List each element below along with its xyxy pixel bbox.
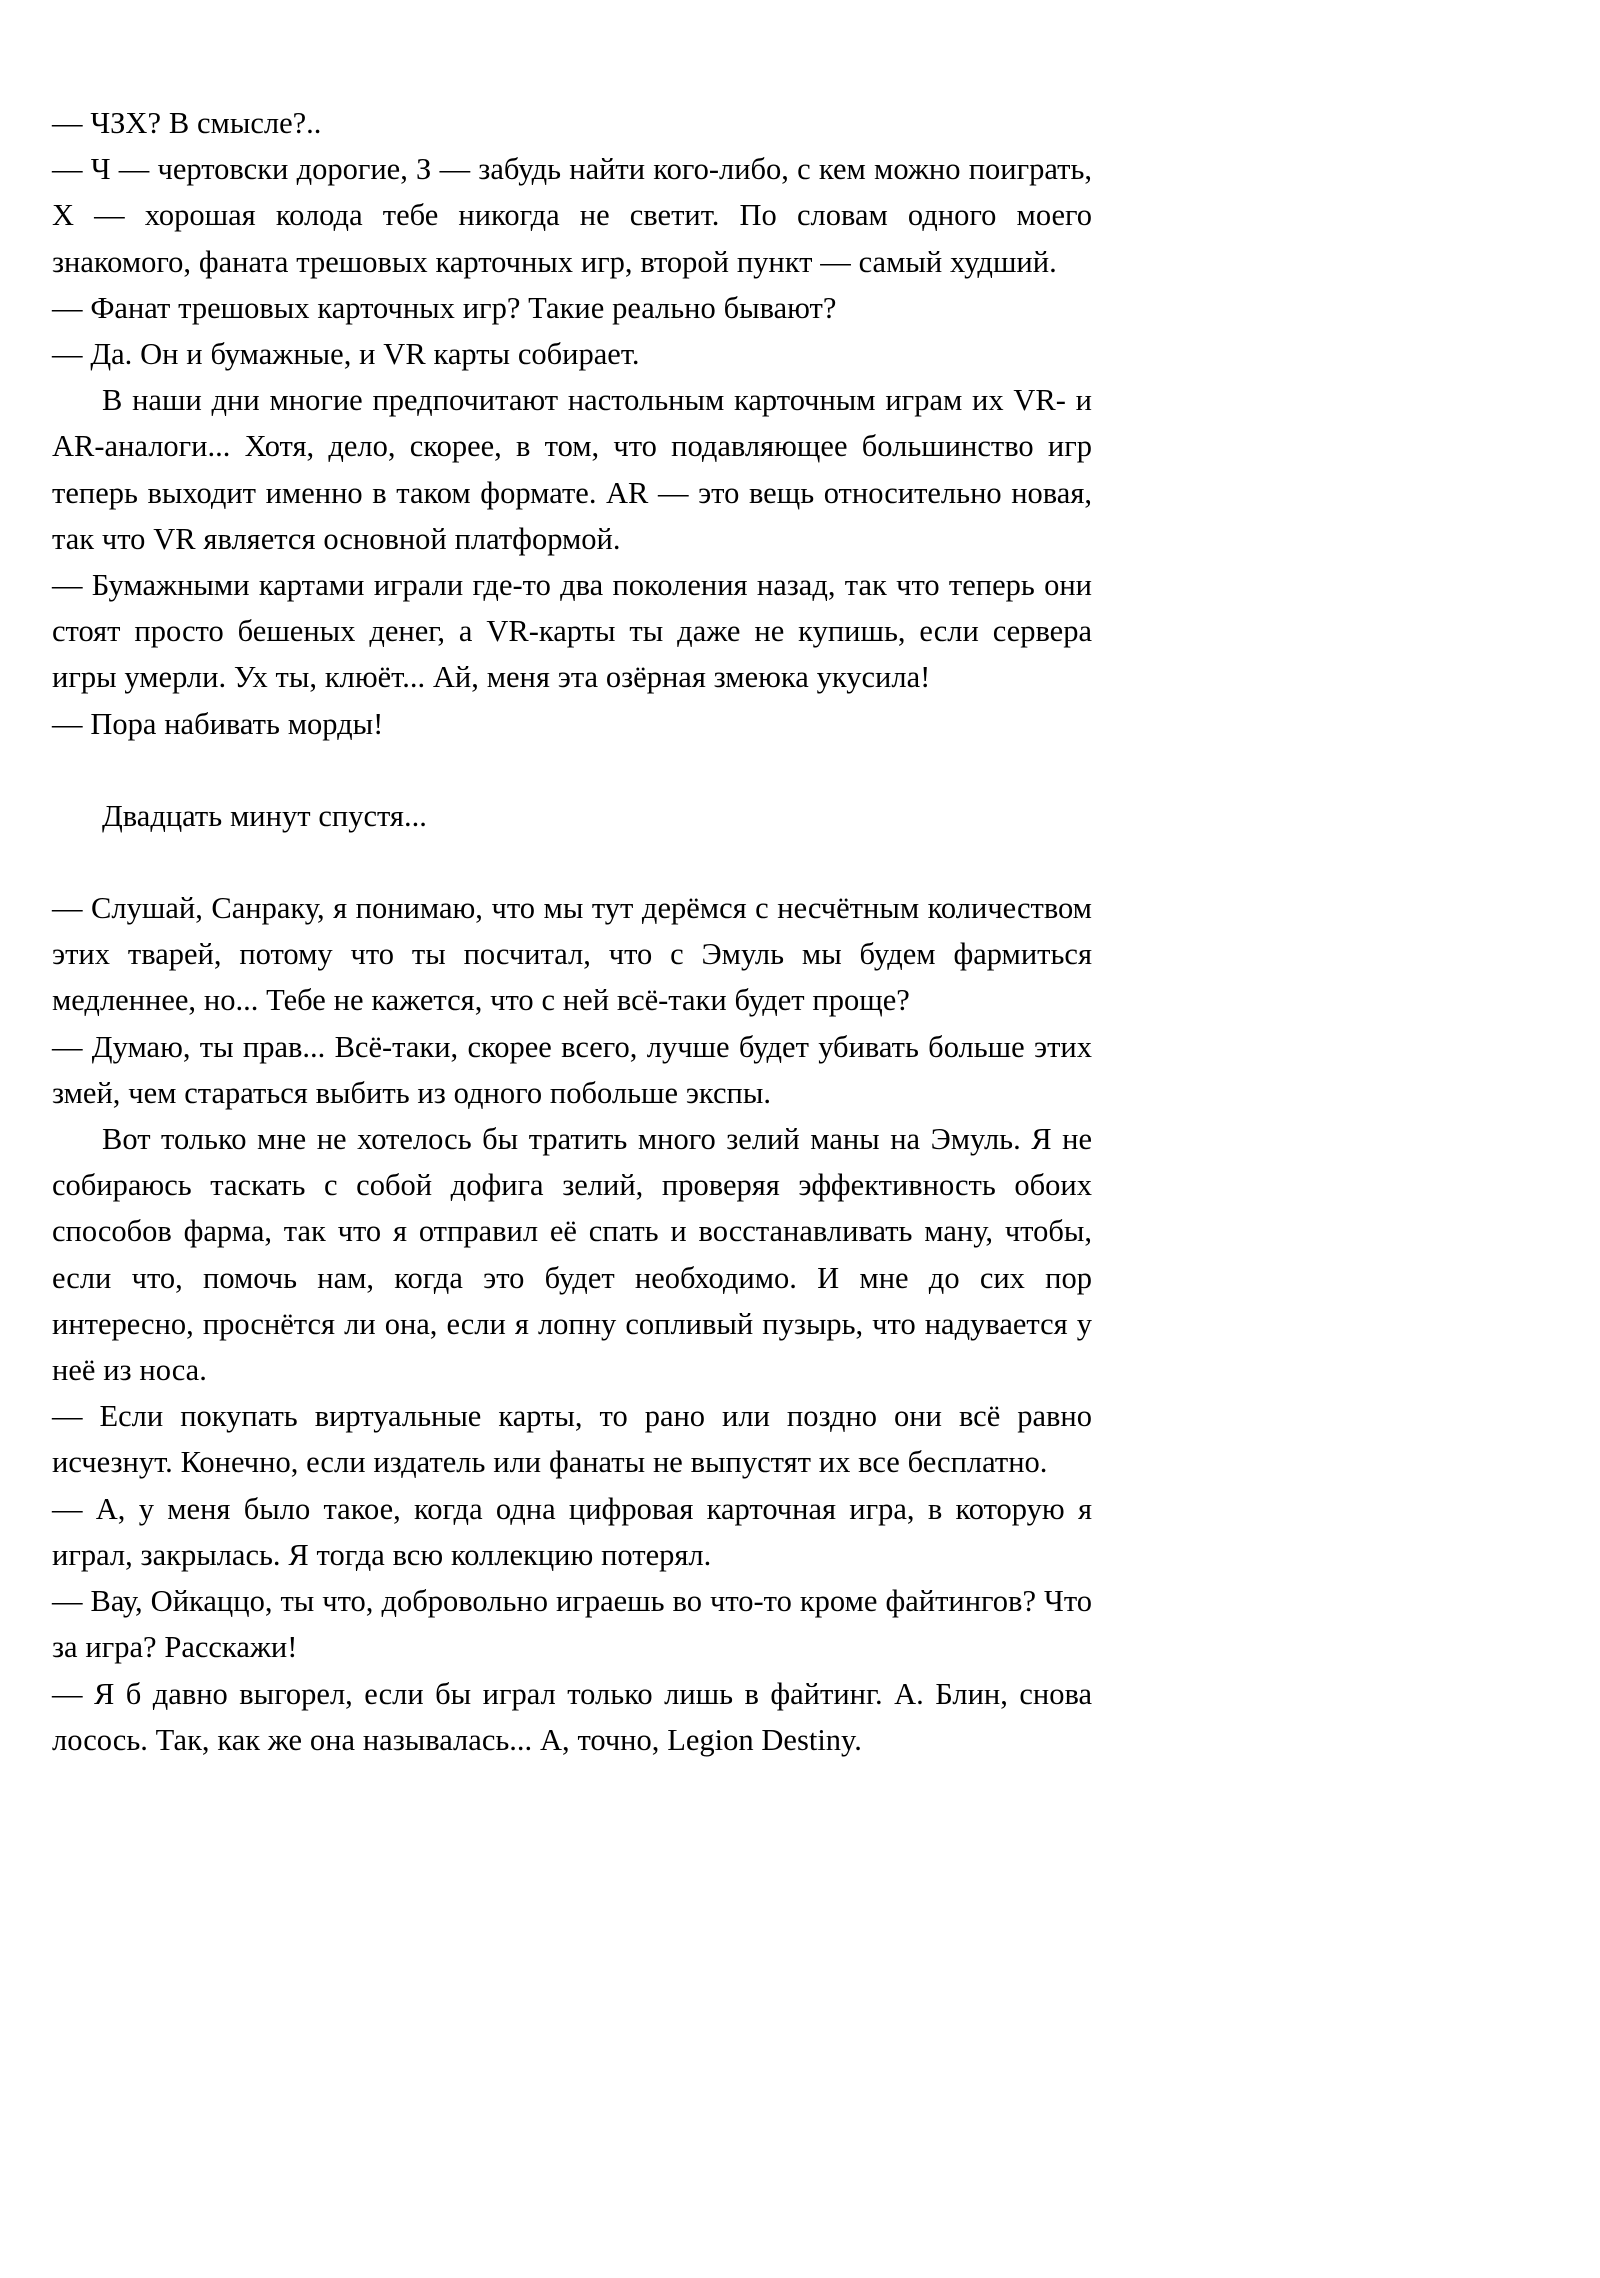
paragraph-dialogue: — А, у меня было такое, когда одна цифровая карточная игра, в которую я играл, закрылась. Я тогда всю коллекцию потерял. — [52, 1491, 1092, 1572]
paragraph-dialogue: — Думаю, ты прав... Всё-таки, скорее всего, лучше будет убивать больше этих змей, чем стараться выбить из одного побольше экспы. — [52, 1029, 1092, 1110]
paragraph-dialogue: — Вау, Ойкаццо, ты что, добровольно играешь во что-то кроме файтингов? Что за игра? Расскажи! — [52, 1584, 1092, 1665]
text-column — [52, 100, 1092, 1763]
paragraph-dialogue: — Я б давно выгорел, если бы играл только лишь в файтинг. А. Блин, снова лосось. Так, как же она называлась... А, точно, Legion Destiny. — [52, 1676, 1092, 1757]
section-gap — [52, 839, 1092, 885]
section-gap — [52, 747, 1092, 793]
paragraph-dialogue: — Пора набивать морды! — [52, 706, 384, 741]
paragraph-dialogue: — Слушай, Санраку, я понимаю, что мы тут дерёмся с несчётным количеством этих тварей, потому что ты посчитал, что с Эмуль мы будем фармиться медленнее, но... Тебе не кажется, что с ней всё-таки будет проще? — [52, 891, 1092, 1018]
paragraph-dialogue: — ЧЗХ? В смысле?.. — [52, 106, 322, 140]
paragraph-dialogue: — Да. Он и бумажные, и VR карты собирает. — [52, 337, 640, 372]
paragraph-dialogue: — Ч — чертовски дорогие, З — забудь найти кого-либо, с кем можно поиграть, Х — хорошая колода тебе никогда не светит. По словам одного моего знакомого, фаната трешовых карточных игр, второй пункт — самый худший. — [52, 152, 1092, 279]
scene-break-label: Двадцать минут спустя... — [102, 798, 427, 833]
paragraph-dialogue: — Если покупать виртуальные карты, то рано или поздно они всё равно исчезнут. Конечно, если издатель или фанаты не выпустят их все бесплатно. — [52, 1399, 1092, 1480]
paragraph-dialogue: — Бумажными картами играли где-то два поколения назад, так что теперь они стоят просто бешеных денег, а VR-карты ты даже не купишь, если сервера игры умерли. Ух ты, клюёт... Ай, меня эта озёрная змеюка укусила! — [52, 568, 1092, 695]
paragraph-dialogue: — Фанат трешовых карточных игр? Такие реально бывают? — [52, 290, 837, 325]
paragraph-narration: В наши дни многие предпочитают настольным карточным играм их VR- и AR-аналоги... Хотя, дело, скорее, в том, что подавляющее большинство игр теперь выходит именно в таком формате. AR — это вещь относительно новая, так что VR является основной платформой. — [52, 383, 1092, 556]
paragraph-narration: Вот только мне не хотелось бы тратить много зелий маны на Эмуль. Я не собираюсь таскать с собой дофига зелий, проверяя эффективность обоих способов фарма, так что я отправил её спать и восстанавливать ману, чтобы, если что, помочь нам, когда это будет необходимо. И мне до сих пор интересно, проснётся ли она, если я лопну сопливый пузырь, что надувается у неё из носа. — [52, 1122, 1092, 1388]
